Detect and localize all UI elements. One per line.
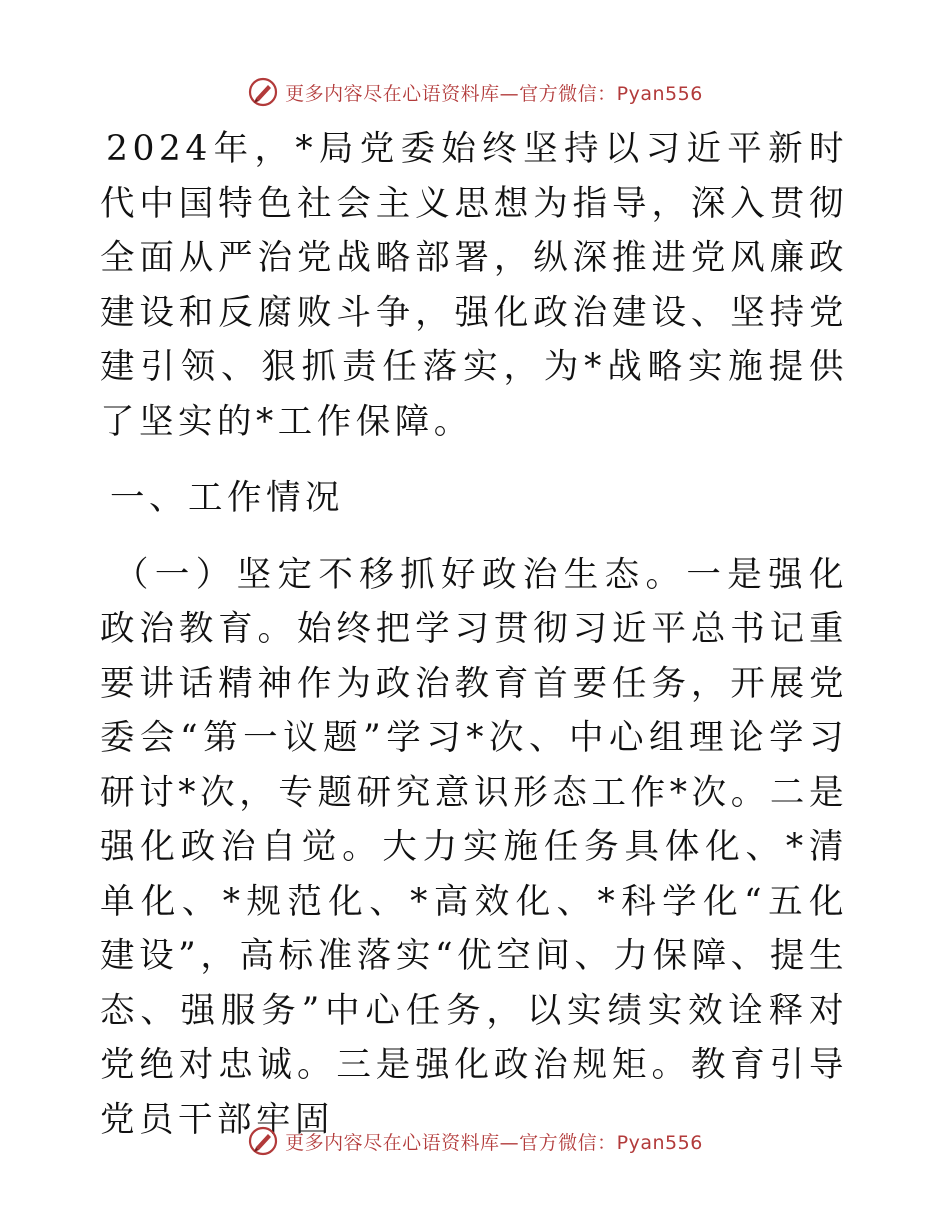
watermark-text: 更多内容尽在心语资料库—官方微信：Pyan556: [285, 82, 703, 105]
pen-logo-icon: [247, 1125, 279, 1157]
intro-paragraph: 2024年，*局党委始终坚持以习近平新时代中国特色社会主义思想为指导，深入贯彻全面从严治党战略部署，纵深推进党风廉政建设和反腐败斗争，强化政治建设、坚持党建引领、狠抓责任落实，为*战略实施提供了坚实的*工作保障。: [100, 129, 848, 442]
watermark-text: 更多内容尽在心语资料库—官方微信：Pyan556: [285, 1131, 703, 1154]
watermark-footer: [0, 1125, 950, 1157]
section-heading: 一、工作情况: [110, 478, 344, 518]
section-paragraph: （一）坚定不移抓好政治生态。一是强化政治教育。始终把学习贯彻习近平总书记重要讲话精神作为政治教育首要任务，开展党委会“第一议题”学习*次、中心组理论学习研讨*次，专题研究意识形态工作*次。二是强化政治自觉。大力实施任务具体化、*清单化、*规范化、*高效化、*科学化“五化建设”，高标准落实“优空间、力保障、提生态、强服务”中心任务，以实绩实效诠释对党绝对忠诚。三是强化政治规矩。教育引导党员干部牢固: [100, 554, 848, 1140]
pen-logo-icon: [247, 76, 279, 108]
watermark-header: [0, 76, 950, 108]
document-body: [100, 122, 848, 1147]
